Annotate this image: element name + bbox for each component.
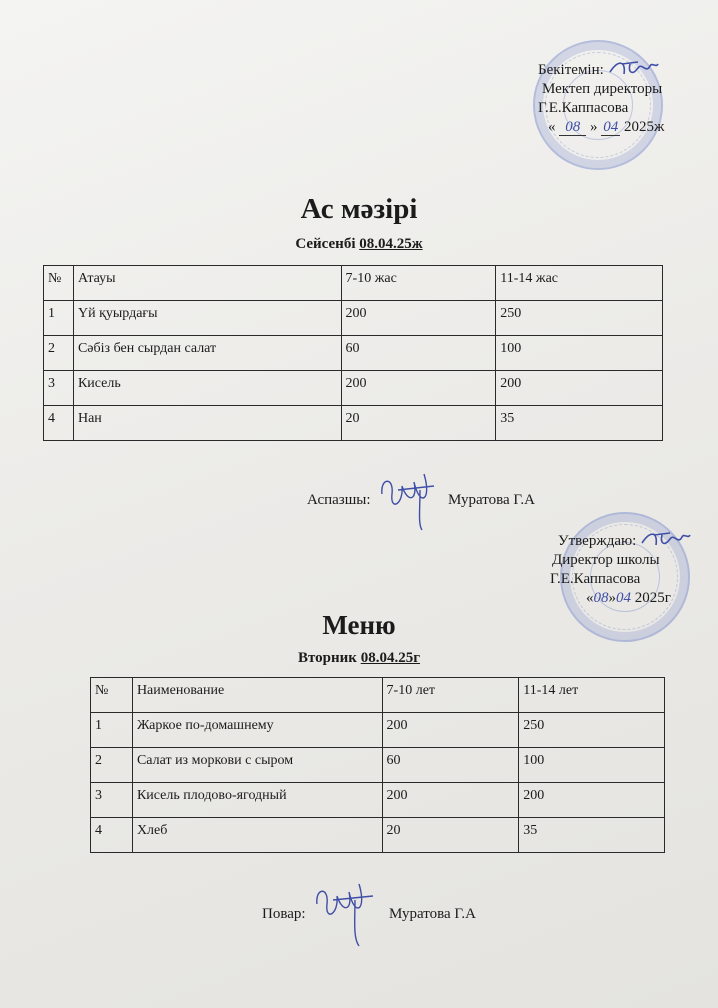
header-cell: 11-14 жас [496,266,663,301]
table-cell: 1 [91,713,133,748]
ru-signature-role: Повар: [262,906,306,922]
table-row [91,748,665,783]
table-cell: 4 [91,818,133,853]
table-cell: 60 [341,336,496,371]
ru-subtitle-date: 08.04.25г [360,650,420,666]
table-cell: 3 [44,371,74,406]
header-cell: 11-14 лет [519,678,665,713]
table-header-row [44,266,663,301]
table-row [44,336,663,371]
table-cell: 20 [341,406,496,441]
table-cell: 60 [382,748,519,783]
table-cell: 3 [91,783,133,818]
table-cell: 200 [341,371,496,406]
cook-signature-icon [309,874,385,950]
kz-date-year: 2025ж [624,119,665,135]
table-cell: Нан [73,406,341,441]
kz-approval-line1: Бекітемін: [538,62,604,78]
table-cell: 4 [44,406,74,441]
kz-date-month: 04 [603,119,619,135]
table-cell: 200 [382,713,519,748]
ru-approval-block [550,529,692,608]
table-header-row [91,678,665,713]
ru-subtitle [0,650,718,667]
kz-approval-line3: Г.Е.Каппасова [538,100,629,116]
table-cell: 250 [496,301,663,336]
table-cell: 200 [341,301,496,336]
kz-signature-role: Аспазшы: [307,492,371,508]
table-cell: 2 [44,336,74,371]
table-cell: 200 [519,783,665,818]
table-cell: Сәбіз бен сырдан салат [73,336,341,371]
cook-signature-icon [374,464,444,534]
director-signature-icon [608,58,660,80]
kz-title: Ас мәзірі [300,193,418,225]
table-cell: Үй қуырдағы [73,301,341,336]
table-cell: 35 [496,406,663,441]
kz-signature-name: Муратова Г.А [448,492,535,508]
ru-date-mid: » [608,590,616,606]
ru-menu-table [90,677,665,853]
director-signature-icon [640,529,692,551]
ru-signature-name: Муратова Г.А [389,906,476,922]
header-cell: № [44,266,74,301]
kz-approval-block [538,58,664,137]
table-cell: 20 [382,818,519,853]
ru-subtitle-day: Вторник [297,650,361,666]
table-cell: Хлеб [132,818,382,853]
ru-signature-line [262,874,476,950]
table-cell: Кисель [73,371,341,406]
table-cell: 200 [496,371,663,406]
kz-date-day: 08 [559,119,586,136]
table-cell: Кисель плодово-ягодный [132,783,382,818]
ru-approval-line3: Г.Е.Каппасова [550,571,641,587]
table-row [44,371,663,406]
table-cell: Салат из моркови с сыром [132,748,382,783]
table-cell: 250 [519,713,665,748]
header-cell: Атауы [73,266,341,301]
header-cell: 7-10 лет [382,678,519,713]
table-cell: 1 [44,301,74,336]
ru-title: Меню [322,610,396,640]
table-row [91,783,665,818]
table-cell: 2 [91,748,133,783]
table-row [91,818,665,853]
table-row [44,301,663,336]
kz-date-mid: » [590,119,598,135]
kz-subtitle [0,236,718,253]
table-cell: Жаркое по-домашнему [132,713,382,748]
kz-subtitle-day: Сейсенбі [295,236,360,252]
table-cell: 35 [519,818,665,853]
table-cell: 100 [519,748,665,783]
table-row [44,406,663,441]
kz-subtitle-date: 08.04.25ж [359,236,423,252]
kz-approval-line2: Мектеп директоры [542,81,663,97]
table-cell: 200 [382,783,519,818]
table-row [91,713,665,748]
ru-date-day: 08 [593,590,609,606]
ru-approval-line2: Директор школы [552,552,660,568]
ru-date-month: 04 [616,590,631,606]
kz-signature-line [307,464,535,534]
ru-date-open: « [586,590,594,606]
header-cell: № [91,678,133,713]
header-cell: 7-10 жас [341,266,496,301]
kz-date-open: « [548,119,556,135]
ru-date-year: 2025г [634,590,671,606]
ru-approval-line1: Утверждаю: [558,533,637,549]
header-cell: Наименование [132,678,382,713]
kz-menu-table [43,265,663,441]
table-cell: 100 [496,336,663,371]
